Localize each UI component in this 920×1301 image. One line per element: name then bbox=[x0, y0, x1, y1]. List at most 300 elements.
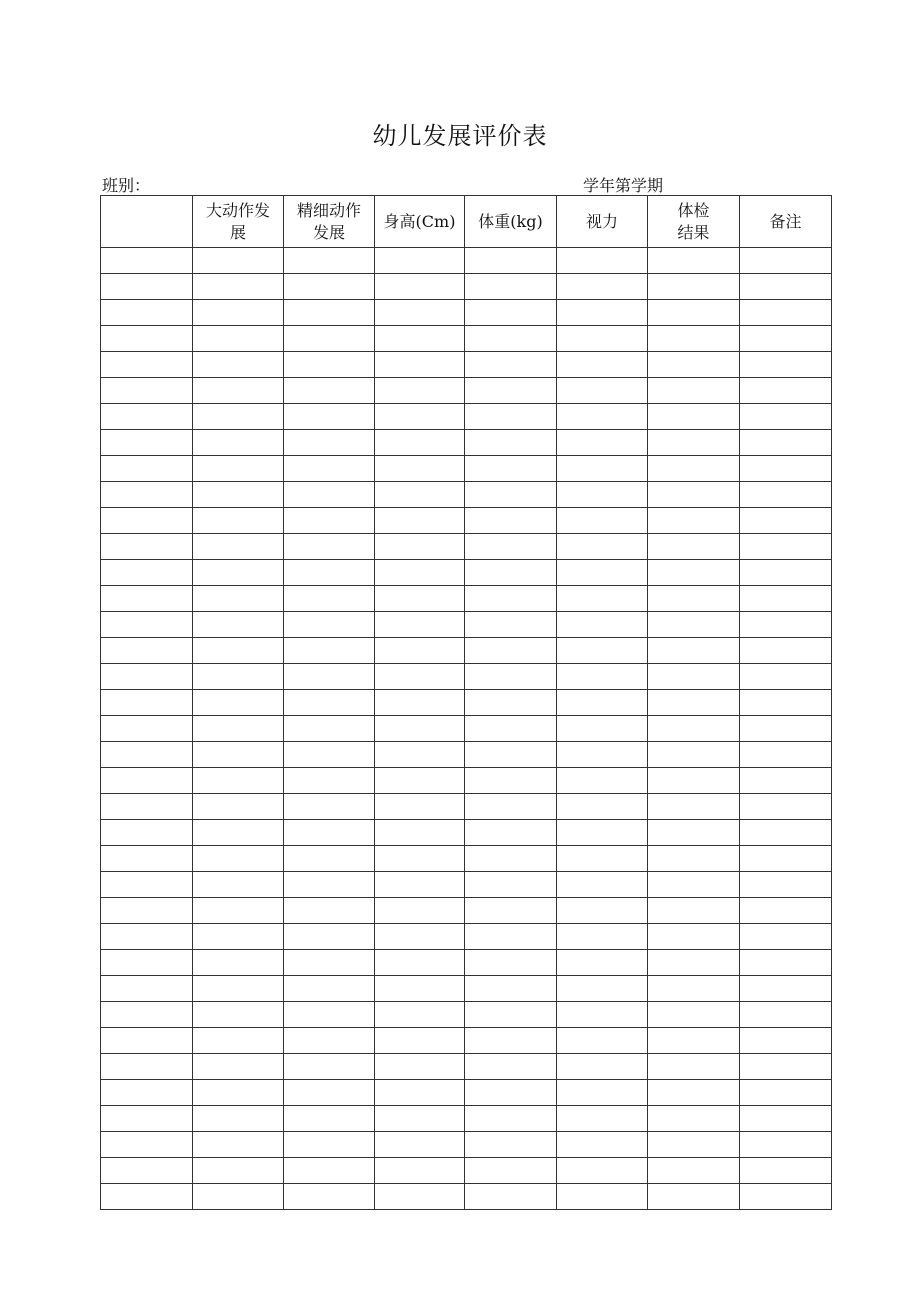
table-cell[interactable] bbox=[284, 872, 375, 898]
table-cell[interactable] bbox=[101, 1054, 193, 1080]
table-cell[interactable] bbox=[193, 1158, 284, 1184]
table-cell[interactable] bbox=[740, 352, 832, 378]
table-cell[interactable] bbox=[284, 976, 375, 1002]
table-cell[interactable] bbox=[284, 248, 375, 274]
table-cell[interactable] bbox=[284, 1184, 375, 1210]
table-cell[interactable] bbox=[375, 742, 465, 768]
table-cell[interactable] bbox=[465, 456, 557, 482]
table-cell[interactable] bbox=[648, 300, 740, 326]
table-cell[interactable] bbox=[557, 1132, 648, 1158]
table-cell[interactable] bbox=[101, 664, 193, 690]
table-cell[interactable] bbox=[740, 820, 832, 846]
table-cell[interactable] bbox=[557, 638, 648, 664]
table-cell[interactable] bbox=[465, 404, 557, 430]
table-cell[interactable] bbox=[557, 1184, 648, 1210]
table-cell[interactable] bbox=[193, 768, 284, 794]
table-cell[interactable] bbox=[557, 1106, 648, 1132]
table-cell[interactable] bbox=[284, 326, 375, 352]
table-cell[interactable] bbox=[557, 1158, 648, 1184]
table-cell[interactable] bbox=[740, 794, 832, 820]
table-cell[interactable] bbox=[648, 872, 740, 898]
table-cell[interactable] bbox=[465, 560, 557, 586]
table-cell[interactable] bbox=[375, 638, 465, 664]
table-cell[interactable] bbox=[557, 612, 648, 638]
table-cell[interactable] bbox=[465, 1106, 557, 1132]
table-cell[interactable] bbox=[284, 820, 375, 846]
table-cell[interactable] bbox=[648, 1184, 740, 1210]
table-cell[interactable] bbox=[101, 612, 193, 638]
table-cell[interactable] bbox=[465, 508, 557, 534]
table-cell[interactable] bbox=[375, 898, 465, 924]
table-cell[interactable] bbox=[193, 508, 284, 534]
table-row bbox=[101, 508, 832, 534]
table-cell[interactable] bbox=[284, 950, 375, 976]
table-cell[interactable] bbox=[101, 352, 193, 378]
table-cell[interactable] bbox=[375, 664, 465, 690]
table-cell[interactable] bbox=[375, 976, 465, 1002]
table-cell[interactable] bbox=[375, 690, 465, 716]
table-cell[interactable] bbox=[557, 300, 648, 326]
table-cell[interactable] bbox=[648, 482, 740, 508]
table-cell[interactable] bbox=[375, 950, 465, 976]
table-cell[interactable] bbox=[101, 690, 193, 716]
table-cell[interactable] bbox=[557, 976, 648, 1002]
table-cell[interactable] bbox=[557, 872, 648, 898]
table-cell[interactable] bbox=[740, 248, 832, 274]
table-cell[interactable] bbox=[375, 1080, 465, 1106]
table-cell[interactable] bbox=[648, 820, 740, 846]
table-cell[interactable] bbox=[648, 664, 740, 690]
table-cell[interactable] bbox=[284, 300, 375, 326]
table-cell[interactable] bbox=[193, 1002, 284, 1028]
table-cell[interactable] bbox=[193, 898, 284, 924]
table-cell[interactable] bbox=[648, 1132, 740, 1158]
table-cell[interactable] bbox=[740, 1184, 832, 1210]
table-cell[interactable] bbox=[284, 1028, 375, 1054]
table-cell[interactable] bbox=[375, 456, 465, 482]
table-cell[interactable] bbox=[465, 248, 557, 274]
table-cell[interactable] bbox=[375, 1158, 465, 1184]
table-cell[interactable] bbox=[557, 1080, 648, 1106]
table-cell[interactable] bbox=[465, 794, 557, 820]
table-cell[interactable] bbox=[101, 1080, 193, 1106]
table-cell[interactable] bbox=[193, 430, 284, 456]
table-cell[interactable] bbox=[375, 1184, 465, 1210]
table-cell[interactable] bbox=[648, 716, 740, 742]
table-cell[interactable] bbox=[193, 248, 284, 274]
table-cell[interactable] bbox=[465, 378, 557, 404]
table-cell[interactable] bbox=[740, 534, 832, 560]
table-cell[interactable] bbox=[101, 716, 193, 742]
table-cell[interactable] bbox=[740, 742, 832, 768]
table-cell[interactable] bbox=[284, 430, 375, 456]
table-cell[interactable] bbox=[740, 638, 832, 664]
table-cell[interactable] bbox=[284, 612, 375, 638]
table-cell[interactable] bbox=[101, 326, 193, 352]
table-cell[interactable] bbox=[740, 1080, 832, 1106]
table-cell[interactable] bbox=[193, 716, 284, 742]
table-cell[interactable] bbox=[465, 742, 557, 768]
table-cell[interactable] bbox=[284, 508, 375, 534]
table-cell[interactable] bbox=[101, 742, 193, 768]
table-cell[interactable] bbox=[375, 768, 465, 794]
table-cell[interactable] bbox=[193, 1080, 284, 1106]
table-cell[interactable] bbox=[465, 872, 557, 898]
table-cell[interactable] bbox=[284, 716, 375, 742]
table-cell[interactable] bbox=[557, 248, 648, 274]
table-cell[interactable] bbox=[101, 638, 193, 664]
table-cell[interactable] bbox=[375, 872, 465, 898]
table-cell[interactable] bbox=[465, 664, 557, 690]
table-cell[interactable] bbox=[193, 482, 284, 508]
table-cell[interactable] bbox=[740, 976, 832, 1002]
table-cell[interactable] bbox=[648, 742, 740, 768]
table-cell[interactable] bbox=[193, 300, 284, 326]
table-cell[interactable] bbox=[648, 430, 740, 456]
table-cell[interactable] bbox=[375, 534, 465, 560]
table-cell[interactable] bbox=[648, 924, 740, 950]
table-cell[interactable] bbox=[740, 586, 832, 612]
table-cell[interactable] bbox=[557, 846, 648, 872]
table-cell[interactable] bbox=[740, 1158, 832, 1184]
table-cell[interactable] bbox=[557, 456, 648, 482]
table-cell[interactable] bbox=[465, 1080, 557, 1106]
table-cell[interactable] bbox=[375, 404, 465, 430]
table-cell[interactable] bbox=[740, 1002, 832, 1028]
table-cell[interactable] bbox=[648, 404, 740, 430]
table-cell[interactable] bbox=[557, 1054, 648, 1080]
table-cell[interactable] bbox=[101, 560, 193, 586]
table-cell[interactable] bbox=[101, 976, 193, 1002]
table-cell[interactable] bbox=[375, 820, 465, 846]
table-cell[interactable] bbox=[740, 508, 832, 534]
table-cell[interactable] bbox=[648, 1158, 740, 1184]
table-cell[interactable] bbox=[648, 638, 740, 664]
table-cell[interactable] bbox=[193, 664, 284, 690]
table-cell[interactable] bbox=[557, 742, 648, 768]
table-cell[interactable] bbox=[101, 898, 193, 924]
table-cell[interactable] bbox=[375, 430, 465, 456]
table-cell[interactable] bbox=[465, 352, 557, 378]
table-cell[interactable] bbox=[557, 820, 648, 846]
table-cell[interactable] bbox=[375, 794, 465, 820]
table-cell[interactable] bbox=[101, 248, 193, 274]
table-cell[interactable] bbox=[557, 898, 648, 924]
table-cell[interactable] bbox=[101, 1132, 193, 1158]
table-cell[interactable] bbox=[375, 248, 465, 274]
table-cell[interactable] bbox=[284, 1002, 375, 1028]
table-cell[interactable] bbox=[193, 352, 284, 378]
table-cell[interactable] bbox=[648, 768, 740, 794]
table-cell[interactable] bbox=[557, 1028, 648, 1054]
table-cell[interactable] bbox=[284, 1132, 375, 1158]
table-cell[interactable] bbox=[465, 1028, 557, 1054]
table-cell[interactable] bbox=[465, 1002, 557, 1028]
table-cell[interactable] bbox=[375, 846, 465, 872]
table-cell[interactable] bbox=[648, 976, 740, 1002]
table-cell[interactable] bbox=[648, 898, 740, 924]
table-cell[interactable] bbox=[284, 742, 375, 768]
table-cell[interactable] bbox=[193, 1132, 284, 1158]
table-cell[interactable] bbox=[193, 612, 284, 638]
table-cell[interactable] bbox=[284, 1158, 375, 1184]
table-cell[interactable] bbox=[375, 1106, 465, 1132]
table-cell[interactable] bbox=[465, 534, 557, 560]
table-cell[interactable] bbox=[740, 430, 832, 456]
table-cell[interactable] bbox=[375, 560, 465, 586]
table-cell[interactable] bbox=[557, 716, 648, 742]
table-cell[interactable] bbox=[648, 1080, 740, 1106]
table-cell[interactable] bbox=[101, 300, 193, 326]
table-cell[interactable] bbox=[101, 586, 193, 612]
table-cell[interactable] bbox=[101, 872, 193, 898]
table-cell[interactable] bbox=[740, 846, 832, 872]
table-row bbox=[101, 638, 832, 664]
table-cell[interactable] bbox=[465, 846, 557, 872]
table-cell[interactable] bbox=[284, 690, 375, 716]
table-row bbox=[101, 1054, 832, 1080]
table-cell[interactable] bbox=[193, 950, 284, 976]
table-cell[interactable] bbox=[648, 274, 740, 300]
table-cell[interactable] bbox=[101, 508, 193, 534]
table-cell[interactable] bbox=[375, 378, 465, 404]
table-cell[interactable] bbox=[740, 326, 832, 352]
table-cell[interactable] bbox=[465, 976, 557, 1002]
table-cell[interactable] bbox=[648, 1002, 740, 1028]
table-cell[interactable] bbox=[193, 1028, 284, 1054]
table-cell[interactable] bbox=[193, 846, 284, 872]
table-cell[interactable] bbox=[648, 1106, 740, 1132]
table-cell[interactable] bbox=[557, 950, 648, 976]
table-cell[interactable] bbox=[375, 1028, 465, 1054]
table-cell[interactable] bbox=[465, 482, 557, 508]
table-cell[interactable] bbox=[465, 612, 557, 638]
table-cell[interactable] bbox=[557, 404, 648, 430]
header-cell-vision: 视力 bbox=[557, 196, 648, 248]
table-cell[interactable] bbox=[193, 404, 284, 430]
table-cell[interactable] bbox=[648, 950, 740, 976]
table-cell[interactable] bbox=[101, 768, 193, 794]
table-cell[interactable] bbox=[375, 508, 465, 534]
table-cell[interactable] bbox=[557, 534, 648, 560]
table-cell[interactable] bbox=[740, 300, 832, 326]
table-cell[interactable] bbox=[465, 638, 557, 664]
table-cell[interactable] bbox=[740, 950, 832, 976]
table-cell[interactable] bbox=[284, 534, 375, 560]
table-cell[interactable] bbox=[193, 742, 284, 768]
table-cell[interactable] bbox=[557, 586, 648, 612]
table-cell[interactable] bbox=[557, 430, 648, 456]
table-cell[interactable] bbox=[557, 560, 648, 586]
table-cell[interactable] bbox=[193, 560, 284, 586]
table-cell[interactable] bbox=[740, 924, 832, 950]
table-cell[interactable] bbox=[284, 1106, 375, 1132]
table-cell[interactable] bbox=[740, 482, 832, 508]
table-cell[interactable] bbox=[465, 430, 557, 456]
table-cell[interactable] bbox=[101, 1184, 193, 1210]
table-cell[interactable] bbox=[465, 768, 557, 794]
table-cell[interactable] bbox=[284, 560, 375, 586]
table-cell[interactable] bbox=[375, 1054, 465, 1080]
table-cell[interactable] bbox=[648, 1028, 740, 1054]
table-cell[interactable] bbox=[557, 326, 648, 352]
table-cell[interactable] bbox=[193, 274, 284, 300]
table-cell[interactable] bbox=[557, 378, 648, 404]
table-cell[interactable] bbox=[375, 300, 465, 326]
table-cell[interactable] bbox=[193, 872, 284, 898]
table-cell[interactable] bbox=[101, 1158, 193, 1184]
table-cell[interactable] bbox=[193, 690, 284, 716]
table-cell[interactable] bbox=[648, 612, 740, 638]
table-cell[interactable] bbox=[557, 352, 648, 378]
table-cell[interactable] bbox=[375, 586, 465, 612]
table-cell[interactable] bbox=[193, 1106, 284, 1132]
table-cell[interactable] bbox=[284, 1054, 375, 1080]
table-cell[interactable] bbox=[101, 950, 193, 976]
table-cell[interactable] bbox=[101, 430, 193, 456]
table-cell[interactable] bbox=[557, 768, 648, 794]
table-cell[interactable] bbox=[740, 768, 832, 794]
table-cell[interactable] bbox=[648, 690, 740, 716]
table-cell[interactable] bbox=[193, 326, 284, 352]
table-cell[interactable] bbox=[193, 456, 284, 482]
table-cell[interactable] bbox=[375, 1002, 465, 1028]
table-cell[interactable] bbox=[284, 924, 375, 950]
table-cell[interactable] bbox=[740, 404, 832, 430]
table-cell[interactable] bbox=[101, 456, 193, 482]
table-cell[interactable] bbox=[284, 1080, 375, 1106]
table-cell[interactable] bbox=[557, 664, 648, 690]
table-cell[interactable] bbox=[375, 274, 465, 300]
table-cell[interactable] bbox=[740, 378, 832, 404]
table-cell[interactable] bbox=[648, 508, 740, 534]
table-cell[interactable] bbox=[648, 1054, 740, 1080]
table-cell[interactable] bbox=[465, 586, 557, 612]
table-cell[interactable] bbox=[193, 976, 284, 1002]
table-cell[interactable] bbox=[740, 274, 832, 300]
table-cell[interactable] bbox=[465, 716, 557, 742]
table-cell[interactable] bbox=[648, 560, 740, 586]
table-cell[interactable] bbox=[101, 820, 193, 846]
table-cell[interactable] bbox=[557, 690, 648, 716]
table-cell[interactable] bbox=[284, 404, 375, 430]
table-cell[interactable] bbox=[284, 846, 375, 872]
table-cell[interactable] bbox=[193, 586, 284, 612]
table-cell[interactable] bbox=[648, 248, 740, 274]
table-cell[interactable] bbox=[193, 378, 284, 404]
table-cell[interactable] bbox=[557, 274, 648, 300]
table-cell[interactable] bbox=[557, 1002, 648, 1028]
table-cell[interactable] bbox=[284, 274, 375, 300]
table-cell[interactable] bbox=[284, 768, 375, 794]
table-cell[interactable] bbox=[284, 482, 375, 508]
table-cell[interactable] bbox=[648, 534, 740, 560]
table-cell[interactable] bbox=[740, 1028, 832, 1054]
table-cell[interactable] bbox=[375, 1132, 465, 1158]
table-cell[interactable] bbox=[465, 898, 557, 924]
table-cell[interactable] bbox=[284, 456, 375, 482]
table-cell[interactable] bbox=[284, 352, 375, 378]
table-cell[interactable] bbox=[101, 378, 193, 404]
table-cell[interactable] bbox=[465, 1054, 557, 1080]
table-cell[interactable] bbox=[101, 1106, 193, 1132]
table-cell[interactable] bbox=[284, 378, 375, 404]
table-cell[interactable] bbox=[557, 482, 648, 508]
table-cell[interactable] bbox=[193, 794, 284, 820]
table-cell[interactable] bbox=[740, 664, 832, 690]
table-cell[interactable] bbox=[740, 612, 832, 638]
table-cell[interactable] bbox=[465, 274, 557, 300]
table-cell[interactable] bbox=[465, 1158, 557, 1184]
table-cell[interactable] bbox=[648, 794, 740, 820]
table-cell[interactable] bbox=[101, 1028, 193, 1054]
table-cell[interactable] bbox=[740, 1132, 832, 1158]
table-cell[interactable] bbox=[375, 716, 465, 742]
table-cell[interactable] bbox=[557, 794, 648, 820]
table-cell[interactable] bbox=[101, 794, 193, 820]
table-cell[interactable] bbox=[557, 508, 648, 534]
table-cell[interactable] bbox=[193, 638, 284, 664]
table-cell[interactable] bbox=[465, 1184, 557, 1210]
table-cell[interactable] bbox=[740, 690, 832, 716]
table-cell[interactable] bbox=[193, 924, 284, 950]
table-cell[interactable] bbox=[284, 586, 375, 612]
table-cell[interactable] bbox=[193, 1184, 284, 1210]
table-cell[interactable] bbox=[284, 898, 375, 924]
table-cell[interactable] bbox=[648, 456, 740, 482]
table-cell[interactable] bbox=[193, 534, 284, 560]
table-cell[interactable] bbox=[465, 326, 557, 352]
table-cell[interactable] bbox=[375, 924, 465, 950]
table-cell[interactable] bbox=[101, 534, 193, 560]
table-cell[interactable] bbox=[557, 924, 648, 950]
table-cell[interactable] bbox=[101, 404, 193, 430]
table-cell[interactable] bbox=[101, 274, 193, 300]
table-cell[interactable] bbox=[101, 846, 193, 872]
table-cell[interactable] bbox=[284, 794, 375, 820]
table-cell[interactable] bbox=[740, 1054, 832, 1080]
table-cell[interactable] bbox=[375, 326, 465, 352]
table-cell[interactable] bbox=[648, 378, 740, 404]
table-cell[interactable] bbox=[648, 352, 740, 378]
table-cell[interactable] bbox=[284, 664, 375, 690]
table-cell[interactable] bbox=[648, 586, 740, 612]
table-cell[interactable] bbox=[101, 1002, 193, 1028]
table-cell[interactable] bbox=[465, 950, 557, 976]
table-cell[interactable] bbox=[740, 456, 832, 482]
table-cell[interactable] bbox=[193, 1054, 284, 1080]
table-cell[interactable] bbox=[648, 846, 740, 872]
table-cell[interactable] bbox=[465, 690, 557, 716]
table-cell[interactable] bbox=[101, 482, 193, 508]
table-cell[interactable] bbox=[375, 352, 465, 378]
table-cell[interactable] bbox=[465, 1132, 557, 1158]
table-cell[interactable] bbox=[465, 924, 557, 950]
table-cell[interactable] bbox=[740, 898, 832, 924]
table-cell[interactable] bbox=[740, 716, 832, 742]
table-cell[interactable] bbox=[740, 872, 832, 898]
table-cell[interactable] bbox=[740, 560, 832, 586]
table-cell[interactable] bbox=[101, 924, 193, 950]
table-cell[interactable] bbox=[465, 300, 557, 326]
table-cell[interactable] bbox=[193, 820, 284, 846]
table-cell[interactable] bbox=[375, 482, 465, 508]
table-cell[interactable] bbox=[284, 638, 375, 664]
table-cell[interactable] bbox=[375, 612, 465, 638]
table-cell[interactable] bbox=[648, 326, 740, 352]
table-cell[interactable] bbox=[740, 1106, 832, 1132]
table-cell[interactable] bbox=[465, 820, 557, 846]
